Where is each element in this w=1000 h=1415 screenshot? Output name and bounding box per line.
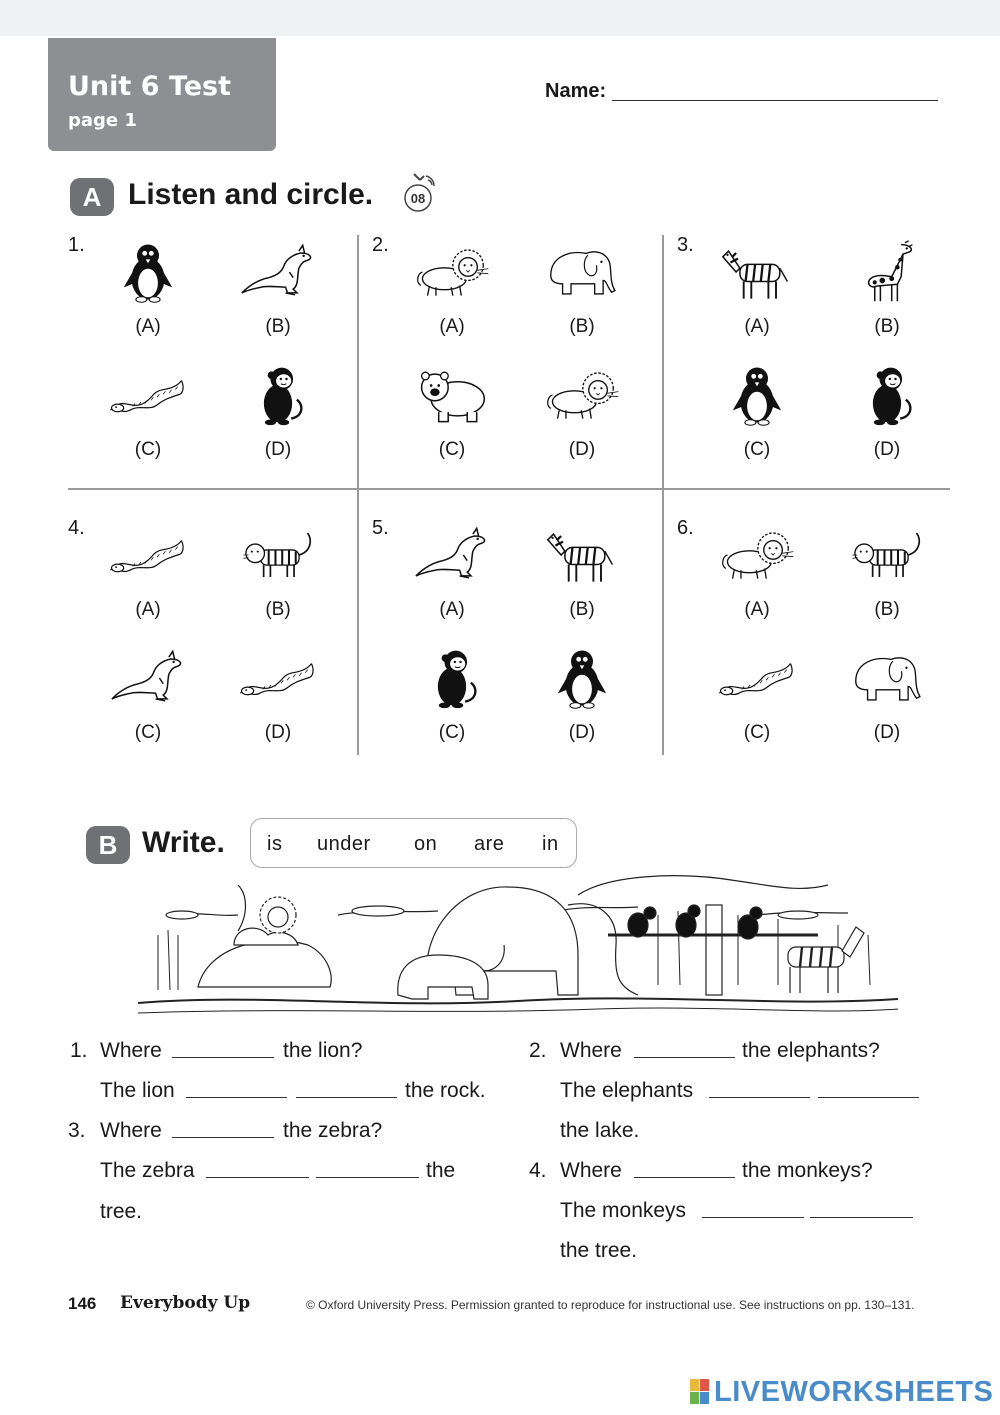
section-b-badge: B [86, 826, 130, 864]
option-letter[interactable]: (C) [438, 439, 466, 460]
tiger-icon[interactable] [839, 520, 935, 590]
item-number: 1. [70, 1039, 88, 1062]
snake-icon[interactable] [100, 360, 196, 430]
lion-icon[interactable] [709, 520, 805, 590]
option-letter[interactable]: (D) [873, 722, 901, 743]
grid-divider-row [68, 488, 950, 490]
option-letter[interactable]: (A) [439, 316, 465, 337]
question-text: the lion? [283, 1039, 363, 1062]
penguin-icon[interactable] [709, 360, 805, 430]
snake-icon[interactable] [100, 520, 196, 590]
name-label: Name: [545, 80, 607, 102]
section-a-badge: A [70, 178, 114, 216]
animal-scene-illustration [138, 875, 898, 1020]
grid-divider-2 [662, 235, 664, 755]
brand-name: LIVEWORKSHEETS [714, 1376, 994, 1408]
option-letter[interactable]: (B) [874, 599, 900, 620]
penguin-icon[interactable] [100, 237, 196, 307]
monkey-icon[interactable] [230, 360, 326, 430]
option-letter[interactable]: (D) [264, 439, 292, 460]
answer-text: the tree. [560, 1239, 638, 1262]
kangaroo-icon[interactable] [100, 643, 196, 713]
word-bank-item: is [267, 833, 283, 855]
word-bank-item: are [474, 833, 505, 855]
option-letter[interactable]: (B) [569, 599, 595, 620]
answer-blank[interactable] [172, 1137, 274, 1138]
word-bank-item: under [317, 833, 371, 855]
answer-blank[interactable] [172, 1057, 274, 1058]
kangaroo-icon[interactable] [404, 520, 500, 590]
answer-text: tree. [100, 1200, 143, 1223]
answer-blank[interactable] [818, 1097, 919, 1098]
question-number: 1. [68, 234, 85, 256]
option-letter[interactable]: (D) [264, 722, 292, 743]
answer-text: the [426, 1159, 456, 1182]
elephant-icon[interactable] [534, 237, 630, 307]
kangaroo-icon[interactable] [230, 237, 326, 307]
snake-icon[interactable] [230, 643, 326, 713]
bear-icon[interactable] [404, 360, 500, 430]
option-letter[interactable]: (C) [743, 439, 771, 460]
answer-blank[interactable] [186, 1097, 287, 1098]
lion-icon[interactable] [534, 360, 630, 430]
top-band [0, 0, 1000, 36]
section-b-instruction: Write. [142, 826, 225, 859]
answer-blank[interactable] [702, 1217, 804, 1218]
question-text: Where [100, 1119, 162, 1142]
item-number: 4. [529, 1159, 547, 1182]
name-field[interactable] [612, 100, 938, 101]
option-letter[interactable]: (A) [135, 599, 161, 620]
giraffe-icon[interactable] [839, 237, 935, 307]
answer-text: The lion [100, 1079, 175, 1102]
option-letter[interactable]: (C) [438, 722, 466, 743]
option-letter[interactable]: (C) [743, 722, 771, 743]
snake-icon[interactable] [709, 643, 805, 713]
audio-track-icon[interactable] [396, 170, 440, 214]
item-number: 2. [529, 1039, 547, 1062]
grid-divider-1 [357, 235, 359, 755]
question-number: 2. [372, 234, 389, 256]
unit-tab [48, 38, 276, 151]
monkey-icon[interactable] [839, 360, 935, 430]
copyright-notice: © Oxford University Press. Permission granted to reproduce for instructional use. See instructions on pp. 130–131. [306, 1298, 915, 1312]
word-bank-item: in [542, 833, 559, 855]
answer-blank[interactable] [634, 1177, 735, 1178]
question-text: the zebra? [283, 1119, 383, 1142]
question-number: 4. [68, 517, 85, 539]
answer-blank[interactable] [709, 1097, 810, 1098]
page-label: page 1 [68, 110, 137, 131]
zebra-icon[interactable] [534, 520, 630, 590]
answer-blank[interactable] [634, 1057, 735, 1058]
option-letter[interactable]: (B) [265, 599, 291, 620]
penguin-icon[interactable] [534, 643, 630, 713]
answer-text: The monkeys [560, 1199, 687, 1222]
option-letter[interactable]: (C) [134, 439, 162, 460]
option-letter[interactable]: (A) [439, 599, 465, 620]
option-letter[interactable]: (D) [873, 439, 901, 460]
book-title: Everybody Up [120, 1293, 251, 1313]
option-letter[interactable]: (B) [265, 316, 291, 337]
answer-blank[interactable] [296, 1097, 397, 1098]
unit-title: Unit 6 Test [68, 71, 232, 102]
elephant-icon[interactable] [839, 643, 935, 713]
word-bank [250, 818, 577, 868]
zebra-icon[interactable] [709, 237, 805, 307]
question-number: 5. [372, 517, 389, 539]
answer-text: the lake. [560, 1119, 640, 1142]
question-text: the monkeys? [742, 1159, 873, 1182]
question-text: Where [100, 1039, 162, 1062]
option-letter[interactable]: (C) [134, 722, 162, 743]
question-text: Where [560, 1159, 622, 1182]
answer-text: The zebra [100, 1159, 195, 1182]
question-text: the elephants? [742, 1039, 880, 1062]
option-letter[interactable]: (B) [569, 316, 595, 337]
page-number: 146 [68, 1294, 97, 1313]
question-number: 6. [677, 517, 694, 539]
option-letter[interactable]: (D) [568, 722, 596, 743]
section-a-instruction: Listen and circle. [128, 178, 374, 211]
option-letter[interactable]: (A) [135, 316, 161, 337]
option-letter[interactable]: (D) [568, 439, 596, 460]
answer-text: the rock. [405, 1079, 486, 1102]
question-text: Where [560, 1039, 622, 1062]
answer-blank[interactable] [206, 1177, 309, 1178]
tiger-icon[interactable] [230, 520, 326, 590]
liveworksheets-logo [690, 1376, 994, 1408]
question-number: 3. [677, 234, 694, 256]
item-number: 3. [68, 1119, 86, 1142]
lion-icon[interactable] [404, 237, 500, 307]
track-number: 08 [410, 191, 426, 206]
answer-blank[interactable] [810, 1217, 913, 1218]
answer-blank[interactable] [316, 1177, 419, 1178]
option-letter[interactable]: (B) [874, 316, 900, 337]
word-bank-item: on [414, 833, 438, 855]
liveworksheets-icon [690, 1379, 710, 1405]
option-letter[interactable]: (A) [744, 316, 770, 337]
answer-text: The elephants [560, 1079, 694, 1102]
option-letter[interactable]: (A) [744, 599, 770, 620]
monkey-icon[interactable] [404, 643, 500, 713]
